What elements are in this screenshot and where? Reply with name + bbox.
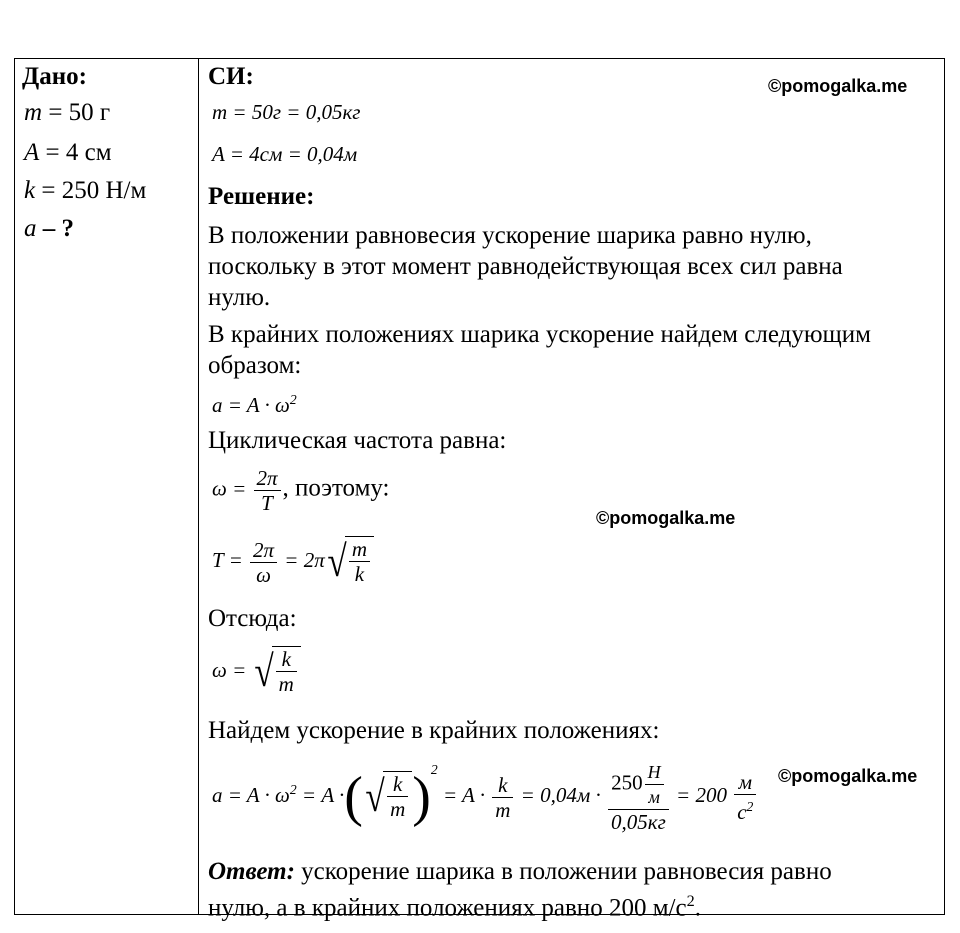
column-divider	[198, 58, 199, 915]
solution-p5: Найдем ускорение в крайних положениях:	[208, 717, 660, 744]
formula-period: T = $\frac{2\pi}{\omega}$ = 2π √ $\frac{m}{k}$	[212, 536, 374, 588]
si-mass: m = 50г = 0,05кг	[212, 100, 361, 124]
si-title: СИ:	[208, 63, 254, 90]
solution-p1-line1: В положении равновесия ускорение шарика равно нулю,	[208, 222, 812, 249]
solution-p1-line3: нулю.	[208, 284, 271, 311]
formula-final: $a = A \cdot \omega^2 = A$ ·( √ $\frac{k}{m}$ )$^2$ = A · $\frac{k}{m}$ = 0,04м · 250 $\frac{Н}{м}$ 0,05кг = 200 $\frac{м}{с^2}$	[212, 760, 758, 834]
solution-p2-line2: образом:	[208, 352, 302, 379]
watermark-middle: ©pomogalka.me	[596, 508, 736, 528]
formula-omega: ω = $\frac{2\pi}{T}$ , поэтому:	[212, 466, 390, 515]
formula-a: $a = A \cdot \omega^2$	[212, 392, 297, 417]
solution-p4: Отсюда:	[208, 605, 297, 632]
answer-line2: нулю, а в крайних положениях равно 200 $м/с^2$.	[208, 892, 701, 922]
solution-p3: Циклическая частота равна:	[208, 427, 507, 454]
answer-line1: Ответ: ускорение шарика в положении равновесия равно	[208, 858, 832, 885]
given-title: Дано:	[22, 63, 87, 90]
solution-p2-line1: В крайних положениях шарика ускорение найдем следующим	[208, 321, 871, 348]
given-stiffness: k = 250 Н/м	[24, 177, 147, 204]
given-mass: m = 50 г	[24, 99, 111, 126]
watermark-top: ©pomogalka.me	[768, 76, 908, 96]
given-unknown: a – ?	[24, 215, 74, 242]
solution-p1-line2: поскольку в этот момент равнодействующая всех сил равна	[208, 253, 843, 280]
si-amplitude: A = 4см = 0,04м	[212, 142, 358, 166]
given-amplitude: A = 4 см	[24, 139, 112, 166]
solution-title: Решение:	[208, 183, 315, 210]
formula-omega-sqrt: ω = √ $\frac{k}{m}$	[212, 646, 301, 698]
watermark-bottom: ©pomogalka.me	[778, 766, 918, 786]
